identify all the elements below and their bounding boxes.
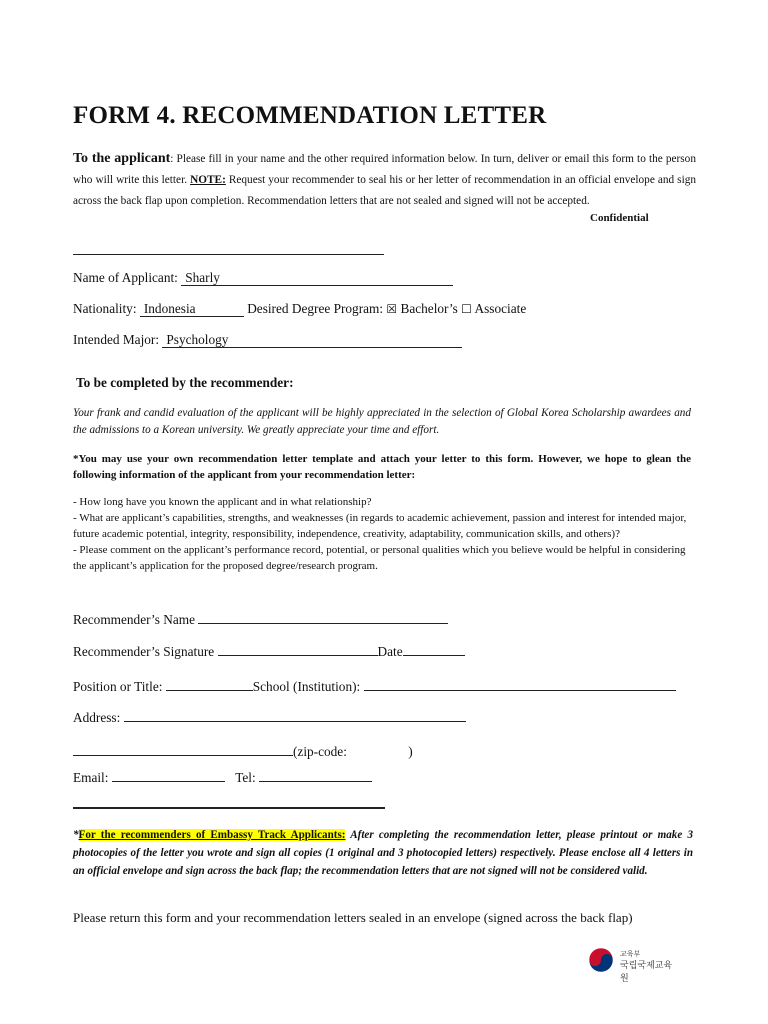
embassy-track-note [73, 826, 693, 880]
email-field[interactable] [112, 767, 225, 782]
school-label: School (Institution): [252, 679, 361, 694]
degree-label: Desired Degree Program: [247, 301, 384, 316]
institution-logo [588, 947, 678, 984]
recommender-section-title: To be completed by the recommender: [76, 375, 294, 390]
date-label: Date [377, 644, 403, 659]
address-line2-field[interactable] [73, 741, 293, 756]
question-item: - How long have you known the applicant and in what relationship? [73, 496, 372, 508]
applicant-instructions [73, 148, 696, 212]
logo-institute-text: 국립국제교육원 [620, 961, 673, 984]
applicant-name-field[interactable]: Sharly [181, 271, 453, 286]
date-field[interactable] [403, 641, 465, 656]
evaluation-note: Your frank and candid evaluation of the applicant will be highly appreciated in the selection of Global Korea Scholarship awardees and the admissions to a Korean university. We greatly appreciate your time and effort. [73, 407, 691, 436]
contact-row [73, 767, 372, 786]
logo-ministry-text: 교육부 [620, 950, 641, 958]
signature-row [73, 641, 465, 660]
associate-label: Associate [474, 301, 527, 316]
confidential-label: Confidential [590, 212, 649, 224]
question-list [73, 494, 693, 574]
bachelor-checkbox[interactable]: ☒ [386, 302, 398, 316]
return-instructions: Please return this form and your recommendation letters sealed in an envelope (signed across the back flap) [73, 910, 633, 925]
major-field[interactable]: Psychology [162, 333, 462, 348]
recommender-name-label: Recommender’s Name [73, 612, 195, 627]
position-field[interactable] [166, 676, 253, 691]
bachelor-label: Bachelor’s [400, 301, 458, 316]
embassy-text: After completing the recommendation letter, please printout or make 3 photocopies of the letter you wrote and sign all copies (1 original and 3 photocopied letters) respectively. Please enclose all 4 letters in an official envelope and sign across the back flap; the recommendation letters that are not signed will not be considered valid. [73, 829, 693, 877]
intro-lead: To the applicant [73, 151, 171, 166]
intro-text-2: Request your recommender to seal his or her letter of recommendation in an official envelope and sign across the back flap upon completion. Recommendation letters that are not sealed and signed will not be accepted. [73, 174, 697, 207]
position-label: Position or Title: [73, 679, 163, 694]
applicant-name-label: Name of Applicant: [73, 270, 178, 285]
signature-label: Recommender’s Signature [73, 644, 215, 659]
question-item: - Please comment on the applicant’s performance record, potential, or personal qualities which you believe would be helpful in considering the applicant’s application for the proposed degree/research program. [73, 544, 686, 572]
address-row [73, 707, 466, 726]
address-label: Address: [73, 710, 121, 725]
major-label: Intended Major: [73, 332, 160, 347]
template-note: *You may use your own recommendation letter template and attach your letter to this form. However, we hope to glean the following information of the applicant from your recommendation letter: [73, 453, 691, 481]
embassy-highlight: For the recommenders of Embassy Track Applicants: [78, 829, 346, 841]
taegeuk-logo-icon [588, 947, 614, 973]
embassy-star: * [73, 829, 79, 841]
nationality-degree-row [73, 301, 526, 317]
question-item: - What are applicant’s capabilities, strengths, and weaknesses (in regards to academic achievement, passion and interest for intended major, future academic potential, integrity, responsibility, independence, creativity, adaptability, communication skills, and others)? [73, 512, 687, 540]
zip-close: ) [408, 744, 413, 759]
recommender-name-field[interactable] [198, 609, 448, 624]
position-row [73, 676, 676, 695]
school-field[interactable] [364, 676, 676, 691]
nationality-label: Nationality: [73, 301, 137, 316]
email-label: Email: [73, 770, 109, 785]
tel-label: Tel: [235, 770, 256, 785]
address-line2-row [73, 741, 413, 760]
associate-checkbox[interactable]: ☐ [461, 302, 472, 316]
signature-field[interactable] [218, 641, 378, 656]
divider-line [73, 807, 385, 809]
divider-line [73, 254, 384, 255]
zip-label: (zip-code: [293, 744, 347, 759]
form-title: FORM 4. RECOMMENDATION LETTER [73, 102, 547, 129]
major-row [73, 332, 462, 348]
address-field[interactable] [124, 707, 466, 722]
intro-note: NOTE: [190, 174, 226, 186]
intro-text-1: : Please fill in your name and the other required information below. In turn, deliver or email this form to the person who will write this letter. [73, 153, 696, 186]
nationality-field[interactable]: Indonesia [140, 302, 244, 317]
recommender-name-row [73, 609, 448, 628]
applicant-name-row [73, 270, 453, 286]
tel-field[interactable] [259, 767, 372, 782]
